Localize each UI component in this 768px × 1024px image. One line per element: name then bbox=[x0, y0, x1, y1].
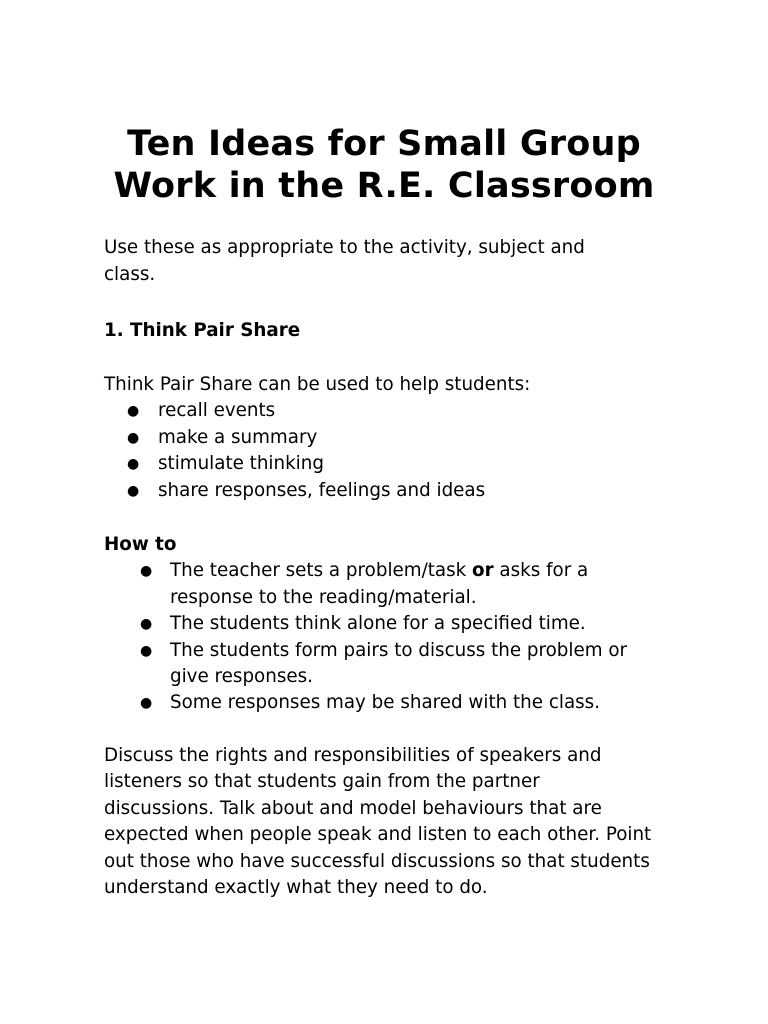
intro-text-line-2: class. bbox=[104, 264, 156, 285]
list-item: stimulate thinking bbox=[158, 453, 324, 474]
step-item-line: give responses. bbox=[170, 666, 313, 687]
bullet-icon: ● bbox=[127, 403, 140, 419]
closing-paragraph-line: discussions. Talk about and model behaviours that are bbox=[104, 798, 602, 819]
step-item-line: The students think alone for a specified time. bbox=[170, 613, 586, 634]
step-item-line: Some responses may be shared with the class. bbox=[170, 692, 601, 713]
section-heading-think-pair-share: 1. Think Pair Share bbox=[104, 320, 301, 341]
closing-paragraph-line: Discuss the rights and responsibilities of speakers and bbox=[104, 745, 602, 766]
document-title-line-2: Work in the R.E. Classroom bbox=[113, 166, 655, 206]
step-text: asks for a bbox=[493, 560, 589, 581]
bullet-icon: ● bbox=[127, 483, 140, 499]
bullet-icon: ● bbox=[127, 456, 140, 472]
list-item: share responses, feelings and ideas bbox=[158, 480, 486, 501]
bullet-icon: ● bbox=[140, 563, 153, 579]
step-item-line bbox=[170, 558, 588, 585]
bullet-icon: ● bbox=[127, 430, 140, 446]
emphasis-or: or bbox=[472, 560, 494, 581]
list-item: recall events bbox=[158, 400, 276, 421]
bullet-icon: ● bbox=[140, 616, 153, 632]
how-to-heading: How to bbox=[104, 534, 177, 555]
closing-paragraph-line: out those who have successful discussions so that students bbox=[104, 851, 650, 872]
intro-text-line-1: Use these as appropriate to the activity, subject and bbox=[104, 237, 585, 258]
step-text: The teacher sets a problem/task bbox=[170, 560, 473, 581]
closing-paragraph-line: listeners so that students gain from the partner bbox=[104, 771, 540, 792]
section-lead-text: Think Pair Share can be used to help students: bbox=[104, 374, 531, 395]
bullet-icon: ● bbox=[140, 643, 153, 659]
document-title-line-1: Ten Ideas for Small Group bbox=[127, 124, 641, 164]
step-item-line: response to the reading/material. bbox=[170, 587, 477, 608]
closing-paragraph-line: understand exactly what they need to do. bbox=[104, 877, 488, 898]
list-item: make a summary bbox=[158, 427, 318, 448]
bullet-icon: ● bbox=[140, 695, 153, 711]
closing-paragraph-line: expected when people speak and listen to each other. Point bbox=[104, 824, 652, 845]
step-item-line: The students form pairs to discuss the problem or bbox=[170, 640, 628, 661]
